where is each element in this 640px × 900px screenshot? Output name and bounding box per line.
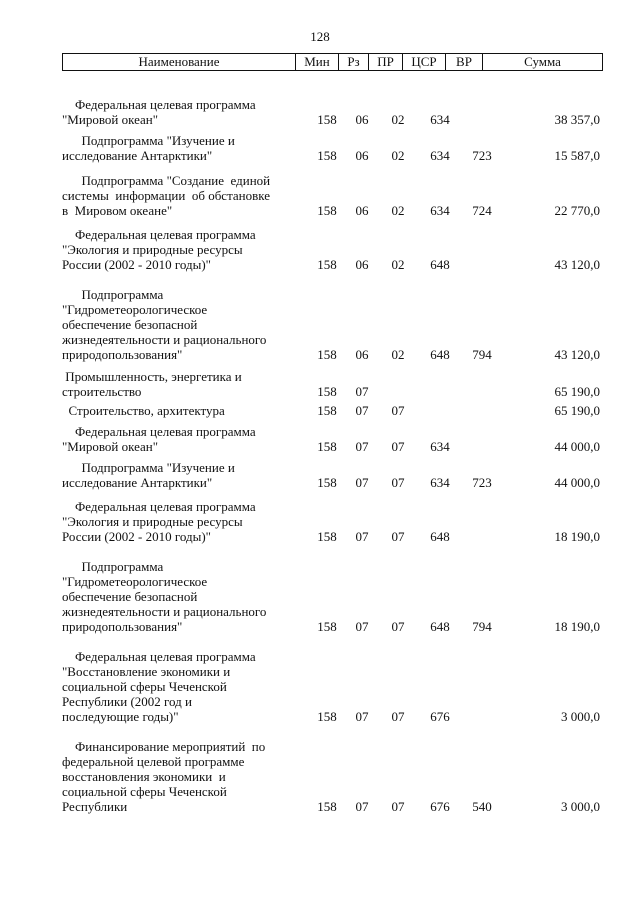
header-csr: ЦСР — [403, 54, 446, 70]
row-name-line: социальной сферы Чеченской — [62, 784, 227, 799]
header-name: Наименование — [63, 54, 296, 70]
row-csr: 634 — [430, 112, 450, 127]
row-pr: 07 — [391, 403, 405, 418]
row-name-line: Подпрограмма "Создание единой — [62, 173, 271, 188]
row-rz: 07 — [355, 475, 369, 490]
row-min: 158 — [317, 347, 337, 362]
header-sum: Сумма — [524, 54, 561, 69]
row-pr: 07 — [391, 799, 405, 814]
row-name-line: Федеральная целевая программа — [62, 424, 256, 439]
row-name-line: федеральной целевой программе — [62, 754, 245, 769]
row-min: 158 — [317, 799, 337, 814]
row-min: 158 — [317, 203, 337, 218]
row-name-line: "Гидрометеорологическое — [62, 302, 208, 317]
row-pr: 02 — [391, 112, 405, 127]
row-name-line: "Экология и природные ресурсы — [62, 514, 243, 529]
row-name-line: России (2002 - 2010 годы)" — [62, 257, 211, 272]
row-min: 158 — [317, 529, 337, 544]
row-vr: 723 — [472, 148, 492, 163]
row-name-line: Промышленность, энергетика и — [62, 369, 242, 384]
row-min: 158 — [317, 709, 337, 724]
row-min: 158 — [317, 403, 337, 418]
row-rz: 06 — [355, 112, 369, 127]
row-name-line: "Гидрометеорологическое — [62, 574, 208, 589]
row-sum: 3 000,0 — [561, 709, 600, 724]
row-name-line: обеспечение безопасной — [62, 589, 198, 604]
row-rz: 06 — [355, 347, 369, 362]
row-name-line: исследование Антарктики" — [62, 148, 213, 163]
header-vr: ВР — [446, 54, 483, 70]
row-rz: 07 — [355, 403, 369, 418]
row-csr: 648 — [430, 619, 450, 634]
row-rz: 06 — [355, 257, 369, 272]
row-min: 158 — [317, 384, 337, 399]
row-name-line: Федеральная целевая программа — [62, 227, 256, 242]
row-rz: 07 — [355, 619, 369, 634]
row-vr: 794 — [472, 619, 492, 634]
row-vr: 794 — [472, 347, 492, 362]
row-pr: 02 — [391, 203, 405, 218]
row-name-line: жизнедеятельности и рационального — [62, 332, 267, 347]
row-name — [62, 739, 298, 814]
row-pr: 02 — [391, 347, 405, 362]
row-pr: 02 — [391, 148, 405, 163]
row-name-line: "Восстановление экономики и — [62, 664, 231, 679]
row-name-line: Строительство, архитектура — [62, 403, 225, 418]
row-name-line: строительство — [62, 384, 142, 399]
row-min: 158 — [317, 257, 337, 272]
row-name-line: "Мировой океан" — [62, 439, 159, 454]
row-sum: 38 357,0 — [554, 112, 600, 127]
row-min: 158 — [317, 619, 337, 634]
row-min: 158 — [317, 112, 337, 127]
row-rz: 07 — [355, 529, 369, 544]
row-min: 158 — [317, 439, 337, 454]
row-name-line: Республики (2002 год и — [62, 694, 192, 709]
row-vr: 724 — [472, 203, 492, 218]
row-sum: 22 770,0 — [554, 203, 600, 218]
row-pr: 07 — [391, 709, 405, 724]
row-rz: 06 — [355, 148, 369, 163]
row-rz: 06 — [355, 203, 369, 218]
row-name-line: "Экология и природные ресурсы — [62, 242, 243, 257]
row-name-line: России (2002 - 2010 годы)" — [62, 529, 211, 544]
row-name-line: Финансирование мероприятий по — [62, 739, 266, 754]
row-name-line: Подпрограмма "Изучение и — [62, 133, 235, 148]
page-number: 128 — [310, 29, 330, 44]
row-csr: 648 — [430, 257, 450, 272]
row-rz: 07 — [355, 439, 369, 454]
row-pr: 07 — [391, 619, 405, 634]
row-sum: 44 000,0 — [554, 475, 600, 490]
row-csr: 648 — [430, 347, 450, 362]
row-name-line: обеспечение безопасной — [62, 317, 198, 332]
row-rz: 07 — [355, 799, 369, 814]
row-sum: 15 587,0 — [554, 148, 600, 163]
row-csr: 648 — [430, 529, 450, 544]
row-csr: 676 — [430, 709, 450, 724]
row-name-line: Подпрограмма "Изучение и — [62, 460, 235, 475]
row-sum: 43 120,0 — [554, 347, 600, 362]
row-min: 158 — [317, 475, 337, 490]
row-sum: 43 120,0 — [554, 257, 600, 272]
row-sum: 18 190,0 — [554, 529, 600, 544]
row-name-line: Федеральная целевая программа — [62, 97, 256, 112]
row-csr: 634 — [430, 475, 450, 490]
row-csr: 634 — [430, 203, 450, 218]
row-rz: 07 — [355, 709, 369, 724]
header-min: Мин — [296, 54, 339, 70]
row-sum: 44 000,0 — [554, 439, 600, 454]
row-name-line: "Мировой океан" — [62, 112, 159, 127]
row-csr: 634 — [430, 439, 450, 454]
row-name-line: системы информации об обстановке — [62, 188, 271, 203]
row-sum: 65 190,0 — [554, 403, 600, 418]
row-name-line: Республики — [62, 799, 128, 814]
row-csr: 634 — [430, 148, 450, 163]
row-sum: 3 000,0 — [561, 799, 600, 814]
row-sum: 18 190,0 — [554, 619, 600, 634]
row-pr: 07 — [391, 439, 405, 454]
row-name-line: исследование Антарктики" — [62, 475, 213, 490]
row-name-line: социальной сферы Чеченской — [62, 679, 227, 694]
row-name-line: восстановления экономики и — [62, 769, 226, 784]
row-name-line: жизнедеятельности и рационального — [62, 604, 267, 619]
row-csr: 676 — [430, 799, 450, 814]
row-name-line: Федеральная целевая программа — [62, 649, 256, 664]
row-name-line: Подпрограмма — [62, 559, 164, 574]
row-pr: 07 — [391, 475, 405, 490]
row-name-line: Федеральная целевая программа — [62, 499, 256, 514]
row-name-line: в Мировом океане" — [62, 203, 173, 218]
row-rz: 07 — [355, 384, 369, 399]
header-pr: ПР — [369, 54, 403, 70]
row-sum: 65 190,0 — [554, 384, 600, 399]
header-rz: Рз — [339, 54, 369, 70]
row-pr: 07 — [391, 529, 405, 544]
row-vr: 723 — [472, 475, 492, 490]
row-name-line: природопользования" — [62, 347, 183, 362]
row-name-line: последующие годы)" — [62, 709, 179, 724]
row-vr: 540 — [472, 799, 492, 814]
row-name-line: природопользования" — [62, 619, 183, 634]
row-min: 158 — [317, 148, 337, 163]
row-pr: 02 — [391, 257, 405, 272]
row-name-line: Подпрограмма — [62, 287, 164, 302]
